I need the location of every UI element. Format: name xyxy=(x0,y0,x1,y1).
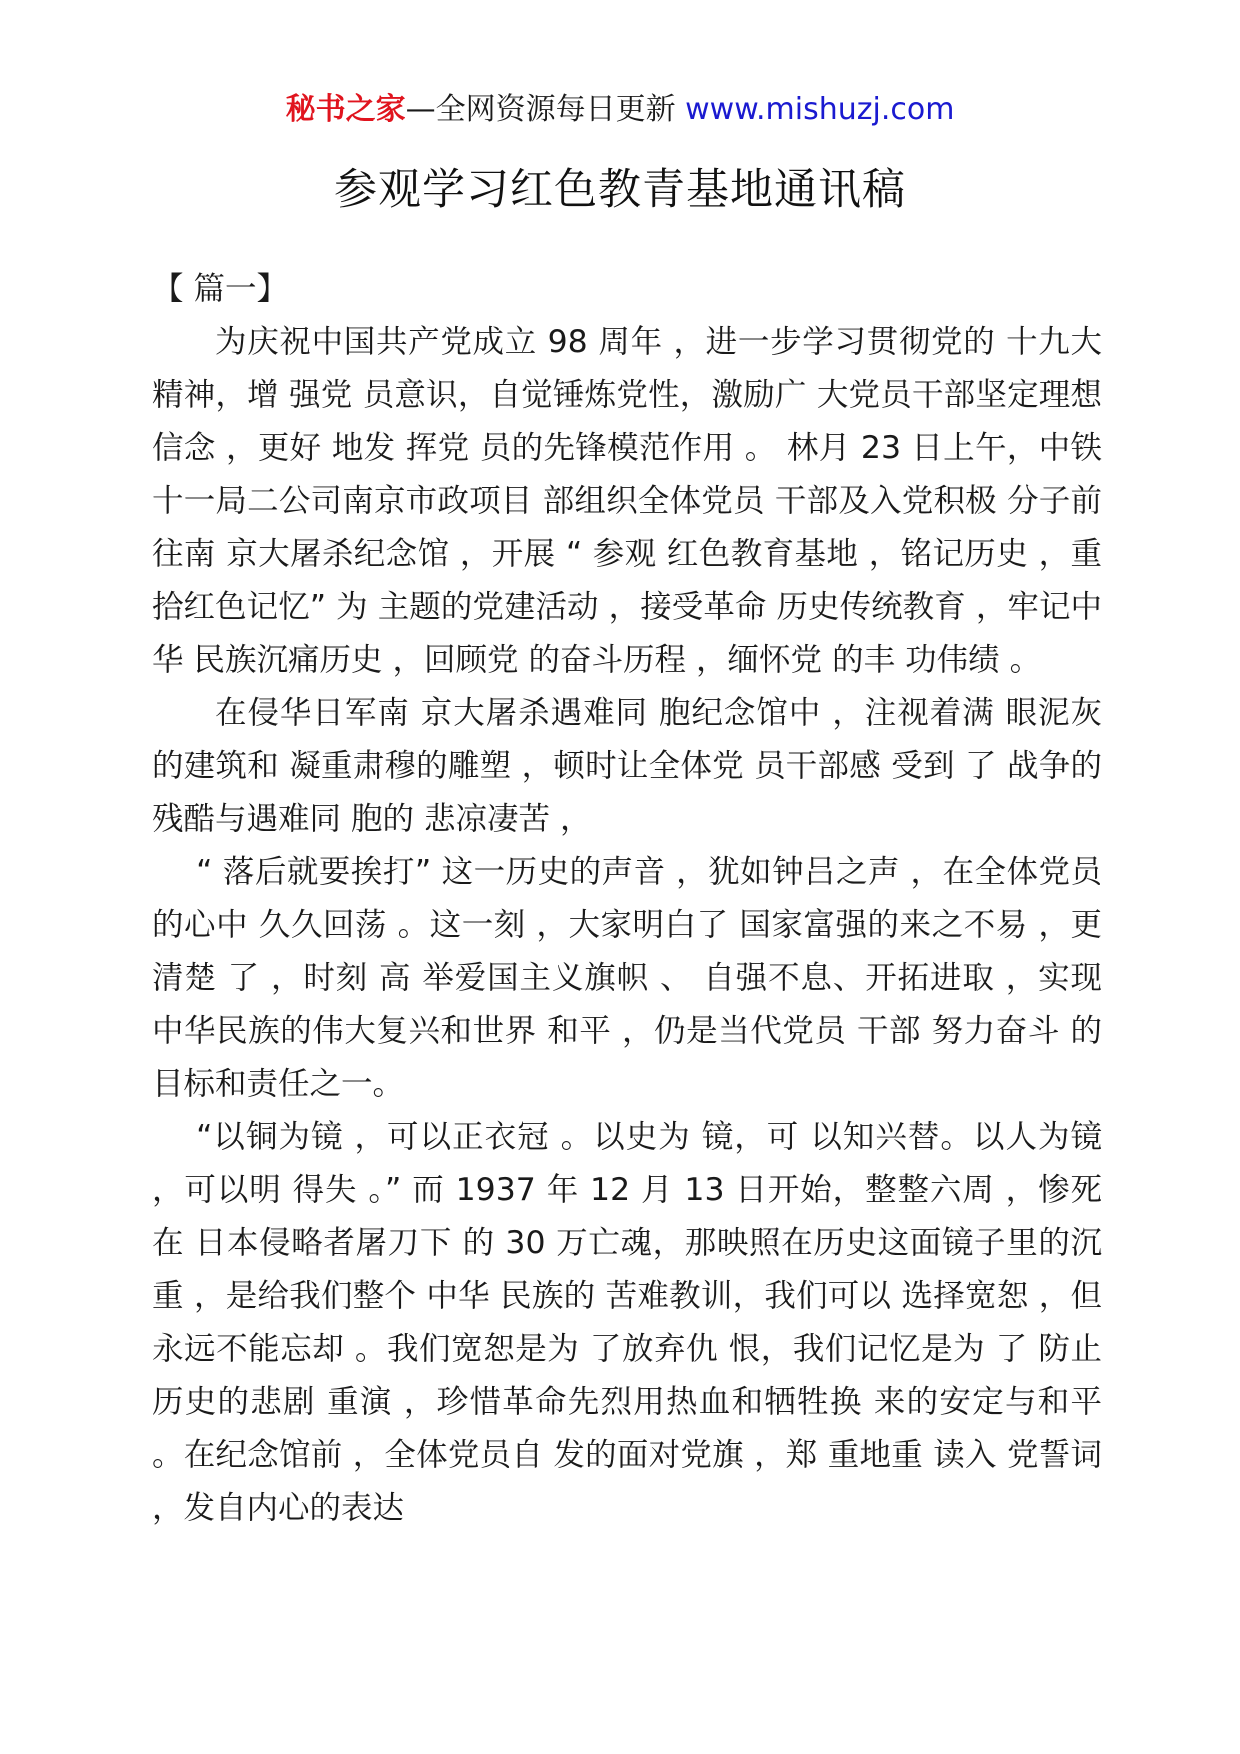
document-body xyxy=(152,263,1102,1535)
paragraph-3: “ 落后就要挨打” 这一历史的声音 ，犹如钟吕之声 ，在全体党员的心中 久久回荡 。这一刻 ，大家明白了 国家富强的来之不易 ，更清楚 了 ，时刻 高 举爱国主义旗帜 、 自强不息、开拓进取 ，实现 中华民族的伟大复兴和世界 和平 ，仍是当代党员 干部 努力奋斗 的目标和责任之一。 xyxy=(152,854,1102,1102)
paragraph-4: “以铜为镜 ，可以正衣冠 。以史为 镜，可 以知兴替。以人为镜 ，可以明 得失 。” 而 1937 年 12 月 13 日开始，整整六周 ，惨死在 日本侵略者屠刀下 的 30 万亡魂，那映照在历史这面镜子里的沉重 ，是给我们整个 中华 民族的 苦难教训，我们可以 选择宽恕 ，但永远不能忘却 。我们宽恕是为 了放弃仇 恨，我们记忆是为 了 防止历史的悲剧 重演 ，珍惜革命先烈用热血和牺牲换 来的安定与和平 。在纪念馆前 ，全体党员自 发的面对党旗 ，郑 重地重 读入 党誓词 ，发自内心的表达 xyxy=(152,1119,1102,1526)
site-url[interactable]: www.mishuzj.com xyxy=(685,92,955,127)
section-label: 【 篇一】 xyxy=(152,271,289,307)
paragraph-1: 为庆祝中国共产党成立 98 周年 ，进一步学习贯彻党的 十九大精神，增 强党 员意识，自觉锤炼党性，激励广 大党员干部坚定理想信念 ，更好 地发 挥党 员的先锋模范作用 。 林月 23 日上午，中铁十一局二公司南京市政项目 部组织全体党员 干部及入党积极 分子前往南 京大屠杀纪念馆 ，开展 “ 参观 红色教育基地 ，铭记历史 ，重拾红色记忆” 为 主题的党建活动 ，接受革命 历史传统教育 ，牢记中 华 民族沉痛历史 ，回顾党 的奋斗历程 ，缅怀党 的丰 功伟绩 。 xyxy=(152,324,1102,678)
site-tagline: —全网资源每日更新 xyxy=(405,92,676,127)
paragraph-2: 在侵华日军南 京大屠杀遇难同 胞纪念馆中 ，注视着满 眼泥灰的建筑和 凝重肃穆的雕塑 ，顿时让全体党 员干部感 受到 了 战争的残酷与遇难同 胞的 悲凉凄苦 ， xyxy=(152,695,1102,837)
site-header xyxy=(0,88,1240,132)
document-title: 参观学习红色教青基地通讯稿 xyxy=(334,165,906,215)
brand-name: 秘书之家 xyxy=(285,92,406,127)
